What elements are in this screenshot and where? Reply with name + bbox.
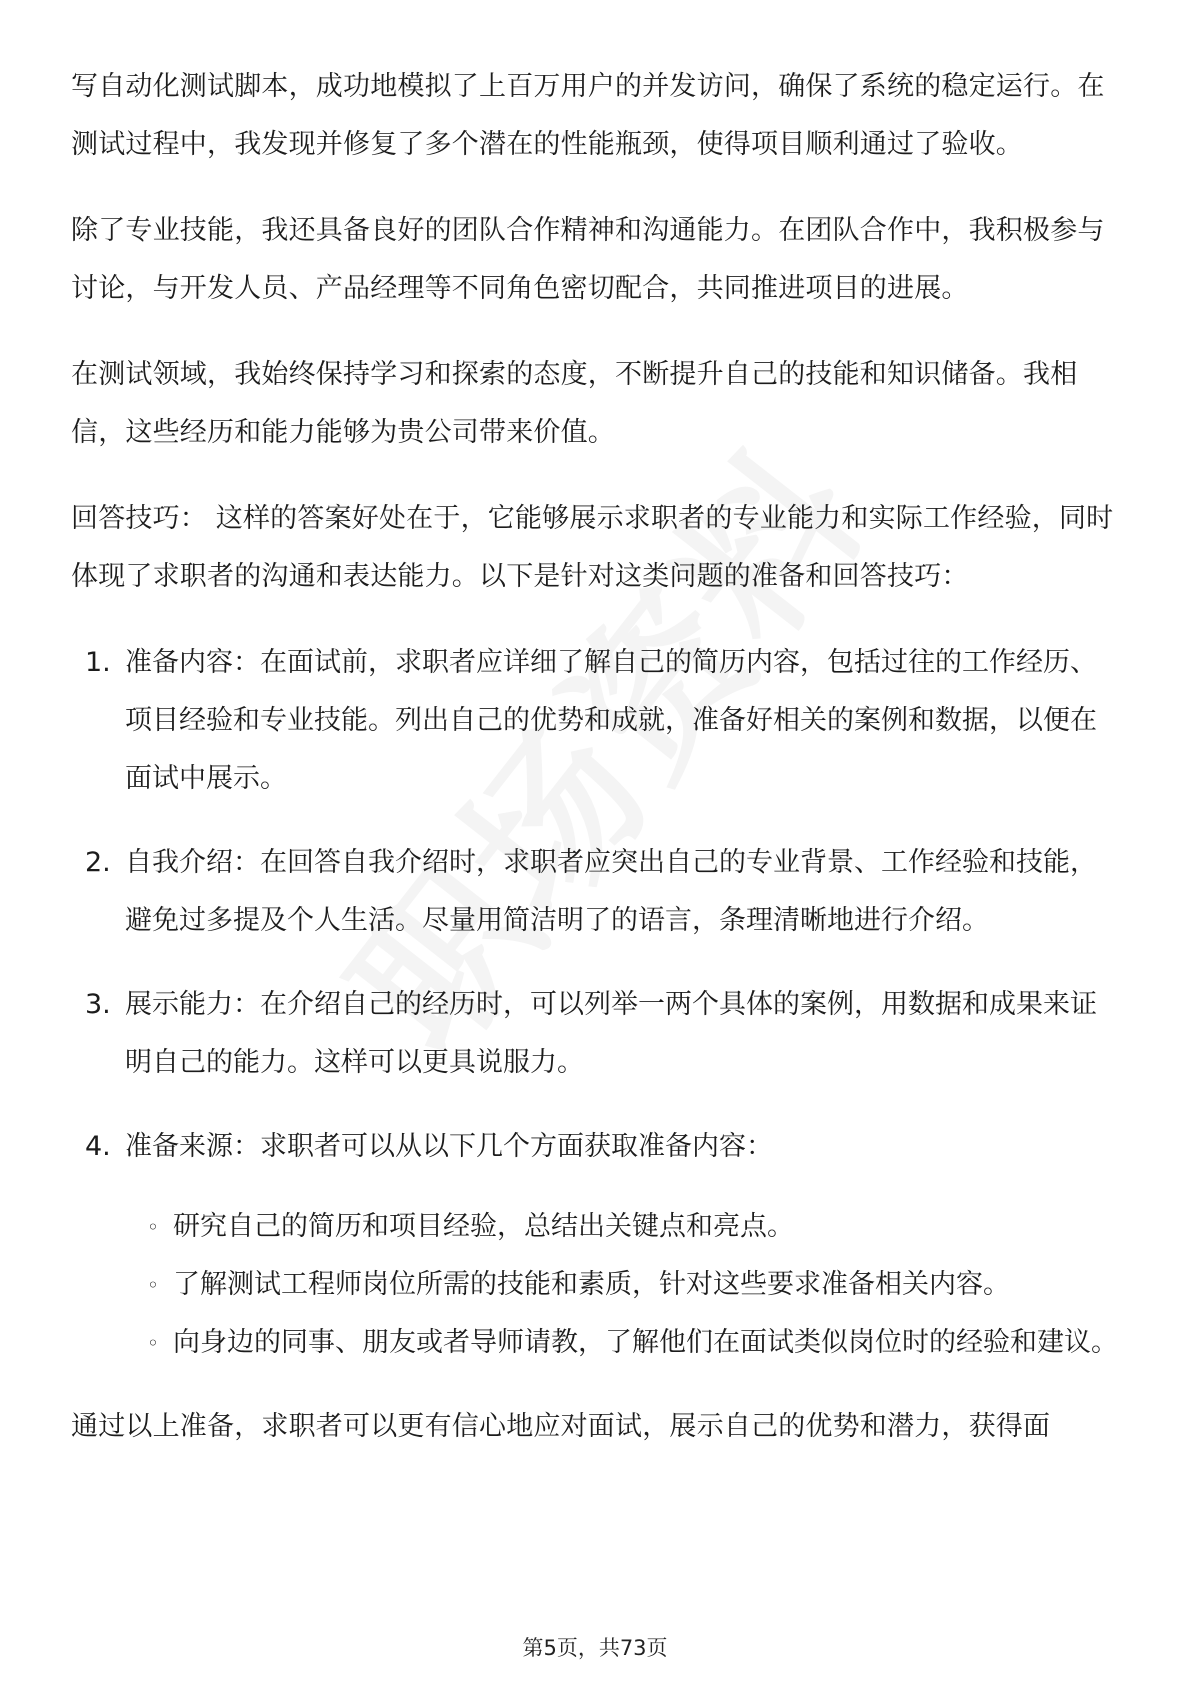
bullet-icon: ◦ bbox=[147, 1331, 159, 1355]
list-number: 4. bbox=[85, 1131, 111, 1162]
document-body bbox=[71, 58, 1121, 1484]
bullet-icon: ◦ bbox=[147, 1215, 159, 1239]
list-item bbox=[71, 634, 1121, 808]
paragraph-tips: 回答技巧： 这样的答案好处在于，它能够展示求职者的专业能力和实际工作经验，同时体现了求职者的沟通和表达能力。以下是针对这类问题的准备和回答技巧： bbox=[71, 503, 1114, 592]
sublist-item-text: 研究自己的简历和项目经验，总结出关键点和亮点。 bbox=[173, 1211, 794, 1242]
paragraph-final: 通过以上准备，求职者可以更有信心地应对面试，展示自己的优势和潜力，获得面 bbox=[71, 1411, 1051, 1442]
paragraph-3: 在测试领域，我始终保持学习和探索的态度，不断提升自己的技能和知识储备。我相信，这些经历和能力能够为贵公司带来价值。 bbox=[71, 359, 1078, 448]
list-item-text: 准备内容：在面试前，求职者应详细了解自己的简历内容，包括过往的工作经历、项目经验和专业技能。列出自己的优势和成就，准备好相关的案例和数据，以便在面试中展示。 bbox=[125, 647, 1097, 794]
sublist-item-text: 向身边的同事、朋友或者导师请教，了解他们在面试类似岗位时的经验和建议。 bbox=[173, 1327, 1118, 1358]
list-item bbox=[71, 834, 1121, 950]
list-item bbox=[71, 976, 1121, 1092]
list-number: 3. bbox=[85, 989, 111, 1020]
list-item-text: 准备来源：求职者可以从以下几个方面获取准备内容： bbox=[125, 1131, 773, 1162]
paragraph-2: 除了专业技能，我还具备良好的团队合作精神和沟通能力。在团队合作中，我积极参与讨论，与开发人员、产品经理等不同角色密切配合，共同推进项目的进展。 bbox=[71, 215, 1105, 304]
sublist-item-text: 了解测试工程师岗位所需的技能和素质，针对这些要求准备相关内容。 bbox=[173, 1269, 1010, 1300]
list-item-text: 自我介绍：在回答自我介绍时，求职者应突出自己的专业背景、工作经验和技能，避免过多提及个人生活。尽量用简洁明了的语言，条理清晰地进行介绍。 bbox=[125, 847, 1097, 936]
sublist-item bbox=[125, 1198, 1121, 1256]
sublist-item bbox=[125, 1314, 1121, 1372]
sublist-item bbox=[125, 1256, 1121, 1314]
paragraph-1: 写自动化测试脚本，成功地模拟了上百万用户的并发访问，确保了系统的稳定运行。在测试过程中，我发现并修复了多个潜在的性能瓶颈，使得项目顺利通过了验收。 bbox=[71, 71, 1105, 160]
sources-sublist bbox=[125, 1198, 1121, 1372]
list-number: 1. bbox=[85, 647, 111, 678]
list-item-text: 展示能力：在介绍自己的经历时，可以列举一两个具体的案例，用数据和成果来证明自己的能力。这样可以更具说服力。 bbox=[125, 989, 1097, 1078]
tips-list bbox=[71, 634, 1121, 1372]
page-number: 第5页，共73页 bbox=[522, 1636, 668, 1660]
bullet-icon: ◦ bbox=[147, 1273, 159, 1297]
list-item bbox=[71, 1118, 1121, 1372]
list-number: 2. bbox=[85, 847, 111, 878]
